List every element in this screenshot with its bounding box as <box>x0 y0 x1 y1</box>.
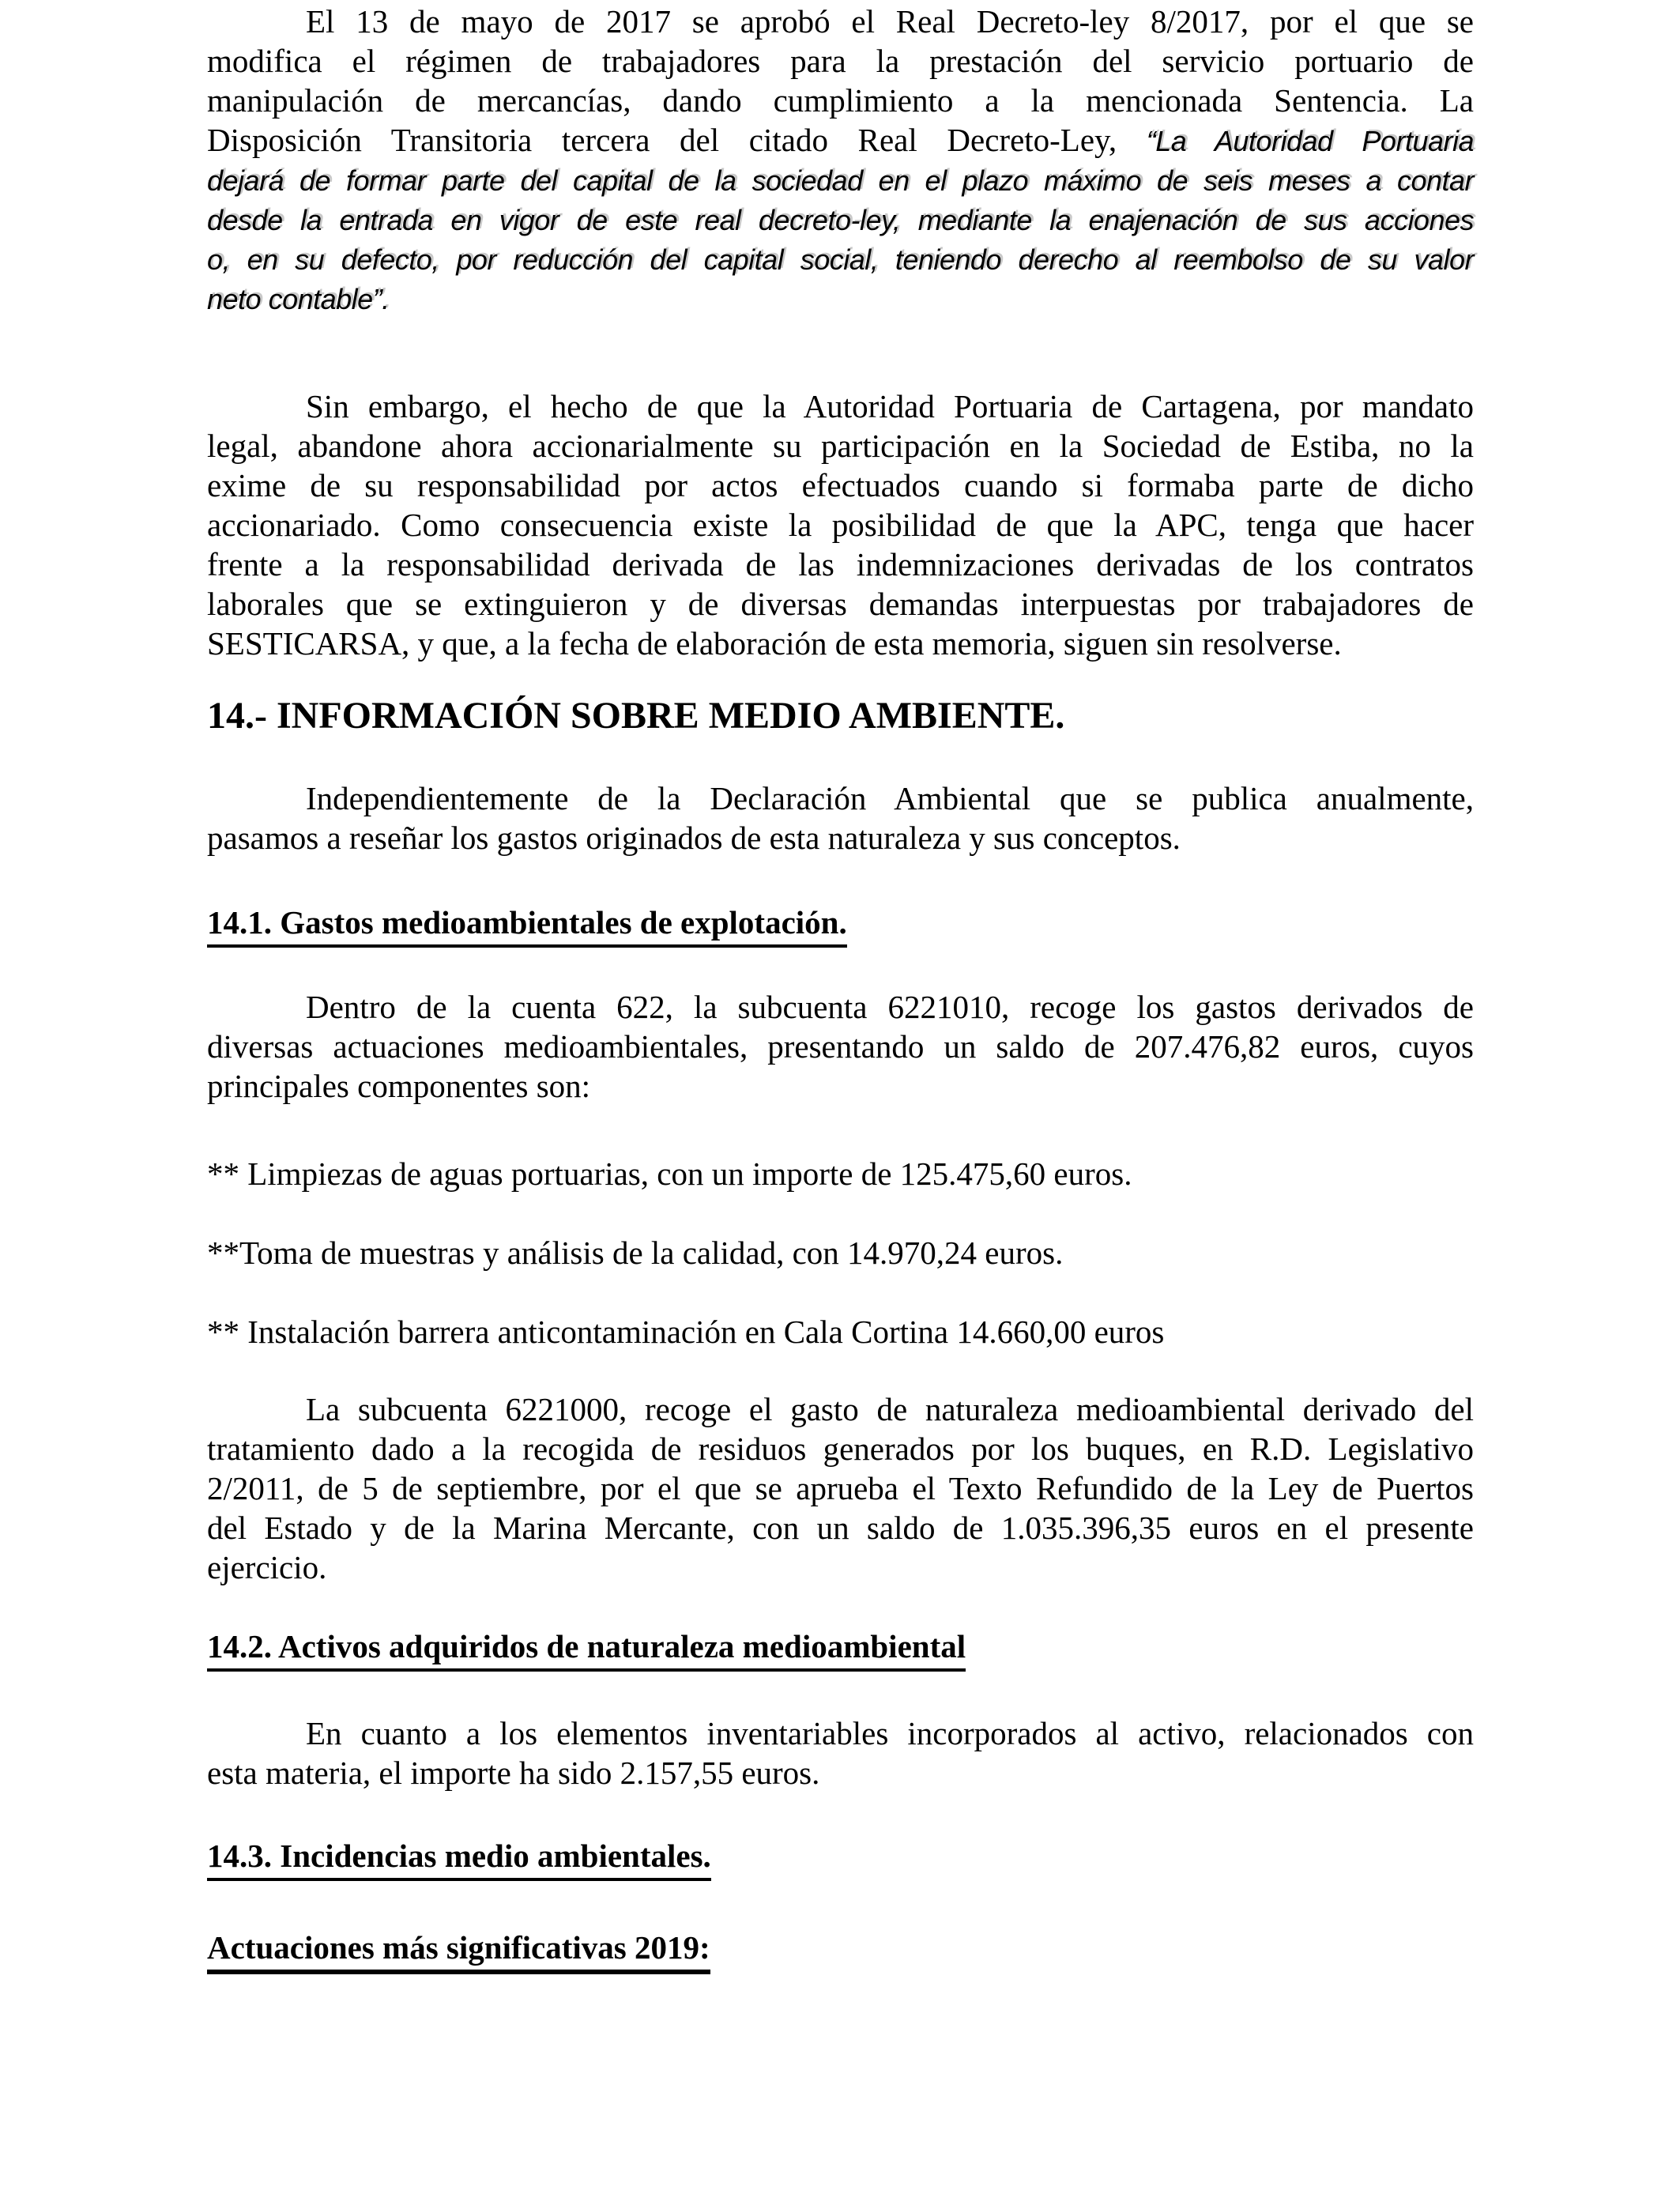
text-line: tratamiento dado a la recogida de residuos generados por los buques, en R.D. Legislativo <box>207 1431 1474 1467</box>
text-line: La subcuenta 6221000, recoge el gasto de naturaleza medioambiental derivado del <box>306 1391 1474 1427</box>
text-line: pasamos a reseñar los gastos originados de esta naturaleza y sus conceptos. <box>207 820 1181 856</box>
text-line: El 13 de mayo de 2017 se aprobó el Real Decreto-ley 8/2017, por el que se <box>306 3 1474 40</box>
legal-quote-line: desde la entrada en vigor de este real decreto-ley, mediante la enajenación de sus acciones <box>207 204 1474 236</box>
text-line: legal, abandone ahora accionarialmente su participación en la Sociedad de Estiba, no la <box>207 428 1474 464</box>
text-line: 2/2011, de 5 de septiembre, por el que se aprueba el Texto Refundido de la Ley de Puertos <box>207 1470 1474 1506</box>
legal-quote-line: neto contable”. <box>207 283 390 315</box>
legal-quote-segment: “La Autoridad Portuaria <box>1146 125 1474 157</box>
list-item-barrera-anticontaminacion: ** Instalación barrera anticontaminación en Cala Cortina 14.660,00 euros <box>207 1314 1165 1350</box>
subsection-heading-14-1-text: 14.1. Gastos medioambientales de explotación. <box>207 903 847 948</box>
list-item-toma-muestras: **Toma de muestras y análisis de la calidad, con 14.970,24 euros. <box>207 1235 1064 1271</box>
legal-quote-line: dejará de formar parte del capital de la sociedad en el plazo máximo de seis meses a contar <box>207 164 1474 197</box>
paragraph-subcuenta-6221010 <box>207 987 1474 1106</box>
text-line: SESTICARSA, y que, a la fecha de elaboración de esta memoria, siguen sin resolverse. <box>207 625 1342 662</box>
subsection-heading-14-3 <box>207 1836 1474 1881</box>
text-line: del Estado y de la Marina Mercante, con un saldo de 1.035.396,35 euros en el presente <box>207 1510 1474 1546</box>
text-line: Dentro de la cuenta 622, la subcuenta 6221010, recoge los gastos derivados de <box>306 989 1474 1025</box>
text-line: ejercicio. <box>207 1549 327 1585</box>
paragraph-sesticarsa <box>207 386 1474 663</box>
paragraph-real-decreto <box>207 2 1474 319</box>
text-line: accionariado. Como consecuencia existe la posibilidad de que la APC, tenga que hacer <box>207 507 1474 543</box>
text-line: exime de su responsabilidad por actos efectuados cuando si formaba parte de dicho <box>207 467 1474 503</box>
subsection-heading-14-1 <box>207 903 1474 948</box>
text-line: principales componentes son: <box>207 1068 591 1104</box>
subsection-heading-14-2-text: 14.2. Activos adquiridos de naturaleza medioambiental <box>207 1627 966 1672</box>
heading-actuaciones-2019 <box>207 1928 1474 1974</box>
text-segment: Disposición Transitoria tercera del citado Real Decreto-Ley, <box>207 122 1147 158</box>
text-line: En cuanto a los elementos inventariables incorporados al activo, relacionados con <box>306 1715 1474 1751</box>
text-line: frente a la responsabilidad derivada de las indemnizaciones derivadas de los contratos <box>207 546 1474 582</box>
heading-actuaciones-2019-text: Actuaciones más significativas 2019: <box>207 1928 710 1974</box>
text-line: esta materia, el importe ha sido 2.157,55 euros. <box>207 1755 820 1791</box>
text-line: Sin embargo, el hecho de que la Autoridad Portuaria de Cartagena, por mandato <box>306 388 1474 424</box>
text-line: Independientemente de la Declaración Ambiental que se publica anualmente, <box>306 780 1474 816</box>
paragraph-activos-importe <box>207 1713 1474 1793</box>
section-heading-14-medio-ambiente: 14.- INFORMACIÓN SOBRE MEDIO AMBIENTE. <box>207 695 1065 737</box>
subsection-heading-14-2 <box>207 1627 1474 1672</box>
paragraph-declaracion-ambiental <box>207 778 1474 858</box>
text-line: diversas actuaciones medioambientales, presentando un saldo de 207.476,82 euros, cuyos <box>207 1028 1474 1065</box>
text-line <box>207 120 1474 161</box>
text-line: manipulación de mercancías, dando cumplimiento a la mencionada Sentencia. La <box>207 82 1474 119</box>
legal-quote-line: o, en su defecto, por reducción del capital social, teniendo derecho al reembolso de su valor <box>207 243 1474 276</box>
list-item-limpiezas-aguas: ** Limpiezas de aguas portuarias, con un importe de 125.475,60 euros. <box>207 1155 1132 1192</box>
text-line: laborales que se extinguieron y de diversas demandas interpuestas por trabajadores de <box>207 586 1474 622</box>
subsection-heading-14-3-text: 14.3. Incidencias medio ambientales. <box>207 1836 711 1881</box>
paragraph-subcuenta-6221000 <box>207 1389 1474 1587</box>
text-line: modifica el régimen de trabajadores para la prestación del servicio portuario de <box>207 43 1474 79</box>
